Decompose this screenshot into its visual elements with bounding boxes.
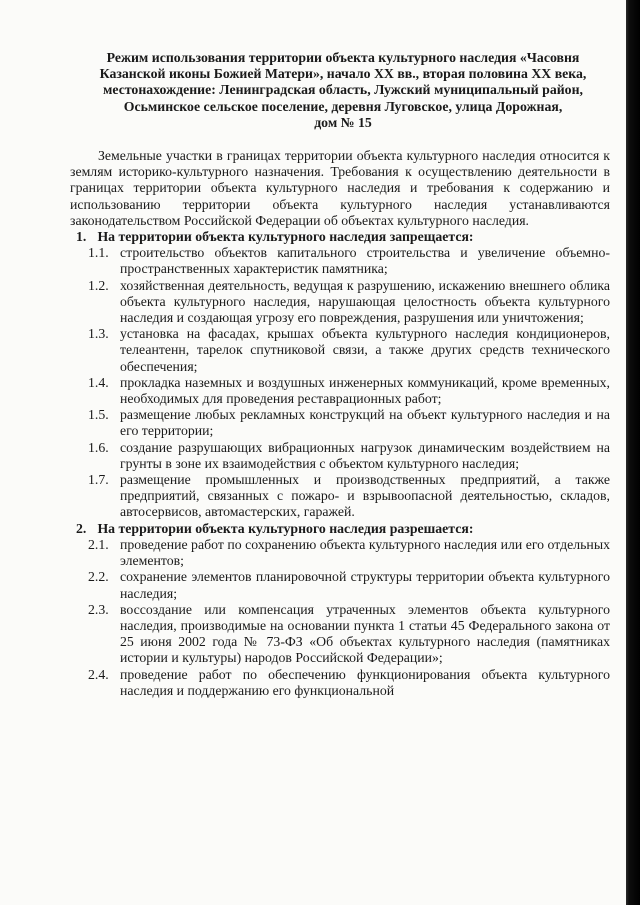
item-number: 1.3. [88,326,109,342]
list-item [76,326,610,375]
item-text: сохранение элементов планировочной структуры территории объекта культурного наследия; [120,569,610,601]
item-text: размещение промышленных и производственных предприятий, а также предприятий, связанных с пожаро- и взрывоопасной деятельностью, складов, автосервисов, автомастерских, гаражей. [120,472,610,520]
title-line: Осьминское сельское поселение, деревня Луговское, улица Дорожная, [123,98,563,114]
list-item [76,569,610,601]
item-number: 1.7. [88,472,109,488]
item-text: строительство объектов капитального строительства и увеличение объемно-пространственных характеристик памятника; [120,245,610,277]
title-line: Режим использования территории объекта культурного наследия «Часовня [106,50,580,65]
section-heading [76,521,610,537]
item-text: размещение любых рекламных конструкций на объект культурного наследия и на его территории; [120,407,610,439]
title-line: местонахождение: Ленинградская область, Лужский муниципальный район, [103,82,583,98]
item-text: установка на фасадах, крышах объекта культурного наследия кондиционеров, телеантенн, тарелок спутниковой связи, а также других средств технического обеспечения; [120,326,610,374]
section-number: 2. [76,520,87,536]
list-item [76,472,610,521]
list-item [76,278,610,327]
list-item [76,667,610,699]
title-line: дом № 15 [314,114,372,130]
list-item [76,375,610,407]
section-number: 1. [76,229,87,245]
item-number: 2.1. [88,536,109,552]
item-number: 2.3. [88,601,109,617]
list-item [76,602,610,667]
section-heading-text: На территории объекта культурного наследия запрещается: [97,229,474,245]
item-text: создание разрушающих вибрационных нагрузок динамическим воздействием на грунты в зоне их взаимодействия с объектом культурного наследия; [120,439,610,471]
item-text: хозяйственная деятельность, ведущая к разрушению, искажению внешнего облика объекта культурного наследия, нарушающая целостность объекта культурного наследия и создающая угрозу его повреждения, разрушения или уничтожения; [120,277,610,326]
item-number: 2.4. [88,666,109,682]
item-text: воссоздание или компенсация утраченных элементов объекта культурного наследия, производимые на основании пункта 1 статьи 45 Федерального закона от 25 июня 2002 года № 73-ФЗ «Об объектах культурного наследия (памятниках истории и культуры) народов Российской Федерации»; [120,601,610,666]
scan-edge-shadow [626,0,640,905]
list-item [76,537,610,569]
item-number: 2.2. [88,569,109,585]
document-body [70,50,610,699]
item-text: проведение работ по сохранению объекта культурного наследия или его отдельных элементов; [120,536,610,569]
list-item [76,245,610,277]
item-number: 1.5. [88,407,109,423]
item-number: 1.6. [88,439,109,455]
item-text: проведение работ по обеспечению функционирования объекта культурного наследия и поддержанию его функциональной [120,666,610,698]
section-heading-text: На территории объекта культурного наследия разрешается: [97,520,474,536]
item-text: прокладка наземных и воздушных инженерных коммуникаций, кроме временных, необходимых для проведения реставрационных работ; [120,374,610,407]
item-number: 1.2. [88,277,109,293]
title-line: Казанской иконы Божией Матери», начало XX вв., вторая половина XX века, [99,66,587,82]
intro-paragraph: Земельные участки в границах территории объекта культурного наследия относится к землям историко-культурного назначения. Требования к осуществлению деятельности в границах территории объекта культурного наследия и требования к содержанию и использованию территории объекта культурного наследия устанавливаются законодательством Российской Федерации об объектах культурного наследия. [70,148,610,228]
list-item [76,440,610,472]
section-heading [76,229,610,245]
list-item [76,407,610,439]
document-title [76,50,610,131]
item-number: 1.1. [88,245,109,261]
item-number: 1.4. [88,374,109,390]
